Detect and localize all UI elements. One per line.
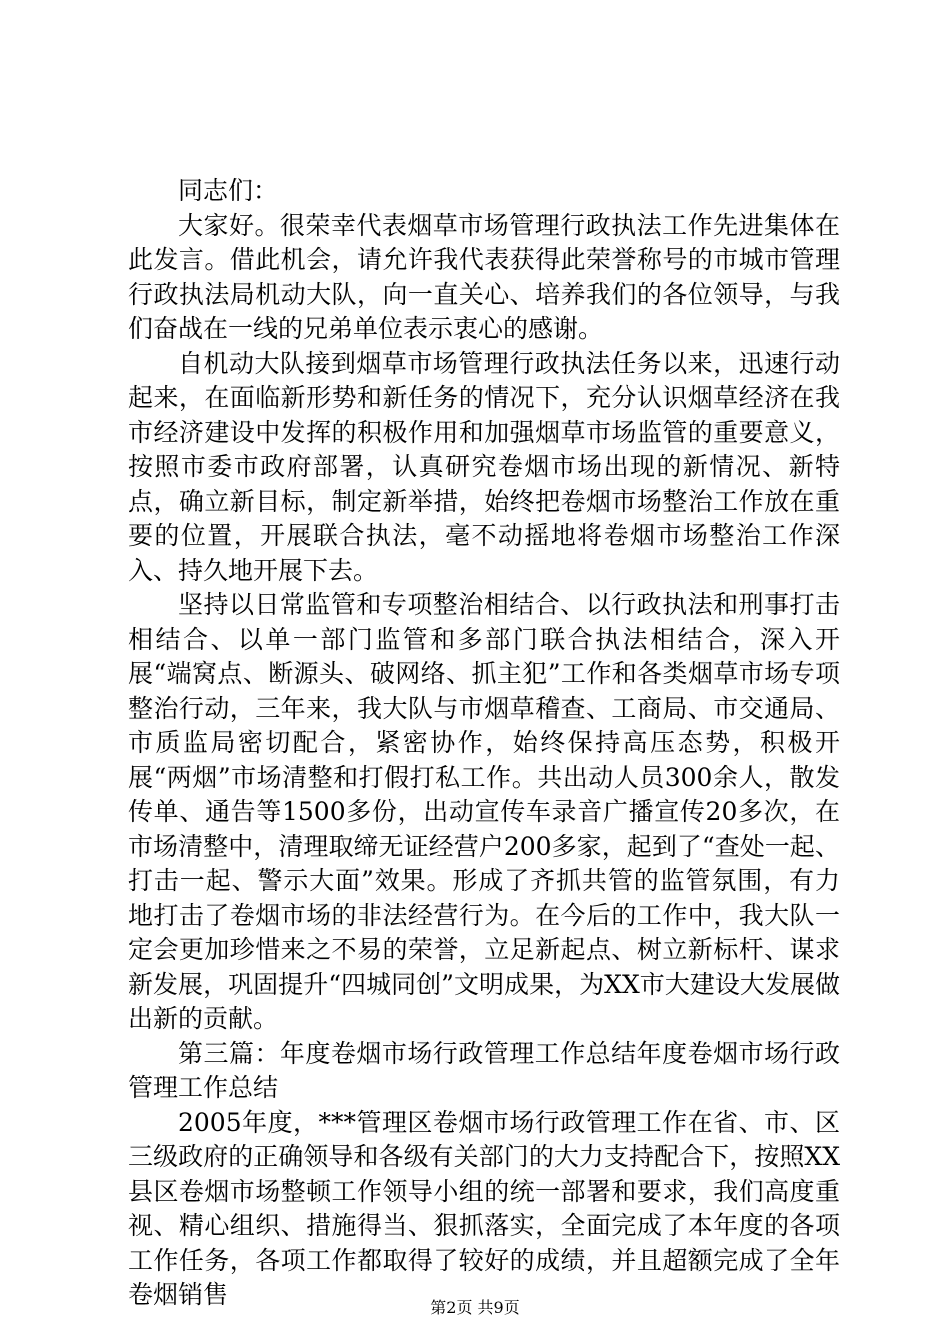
paragraph-task-overview: 自机动大队接到烟草市场管理行政执法任务以来，迅速行动起来，在面临新形势和新任务的情况下，充分认识烟草经济在我市经济建设中发挥的积极作用和加强烟草市场监管的重要意义，按照市委市政府部署，认真研究卷烟市场出现的新情况、新特点，确立新目标，制定新举措，始终把卷烟市场整治工作放在重要的位置，开展联合执法，毫不动摇地将卷烟市场整治工作深入、持久地开展下去。 [128, 348, 840, 585]
paragraph-achievements: 坚持以日常监管和专项整治相结合、以行政执法和刑事打击相结合、以单一部门监管和多部门联合执法相结合，深入开展“端窝点、断源头、破网络、抓主犯”工作和各类烟草市场专项整治行动，三年来，我大队与市烟草稽查、工商局、市交通局、市质监局密切配合，紧密协作，始终保持高压态势，积极开展“两烟”市场清整和打假打私工作。共出动人员300余人，散发传单、通告等1500多份，出动宣传车录音广播宣传20多次，在市场清整中，清理取缔无证经营户200多家，起到了“查处一起、打击一起、警示大面”效果。形成了齐抓共管的监管氛围，有力地打击了卷烟市场的非法经营行为。在今后的工作中，我大队一定会更加珍惜来之不易的荣誉，立足新起点、树立新标杆、谋求新发展，巩固提升“四城同创”文明成果，为XX市大建设大发展做出新的贡献。 [128, 590, 840, 1033]
page-footer: 第2页 共9页 [430, 1298, 520, 1317]
paragraph-greeting: 大家好。很荣幸代表烟草市场管理行政执法工作先进集体在此发言。借此机会，请允许我代表获得此荣誉称号的市城市管理行政执法局机动大队，向一直关心、培养我们的各位领导，与我们奋战在一线的兄弟单位表示衷心的感谢。 [128, 210, 840, 343]
paragraph-annual-summary: 2005年度，***管理区卷烟市场行政管理工作在省、市、区三级政府的正确领导和各级有关部门的大力支持配合下，按照XX县区卷烟市场整顿工作领导小组的统一部署和要求，我们高度重视、精心组织、措施得当、狠抓落实，全面完成了本年度的各项工作任务，各项工作都取得了较好的成绩，并且超额完成了全年卷烟销售 [128, 1107, 840, 1309]
section-heading: 第三篇：年度卷烟市场行政管理工作总结年度卷烟市场行政管理工作总结 [128, 1038, 840, 1102]
salutation: 同志们： [178, 176, 279, 205]
document-body [128, 174, 840, 1313]
